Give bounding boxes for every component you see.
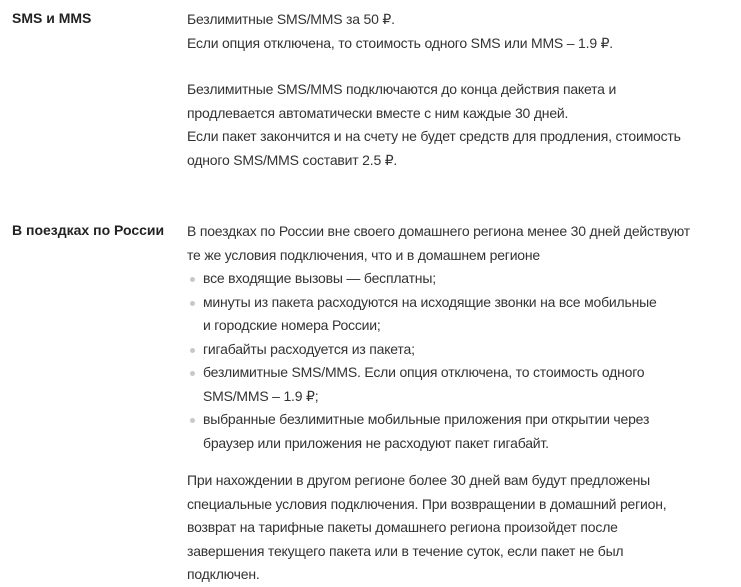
list-item: безлимитные SMS/MMS. Если опция отключена, то стоимость одного <box>187 361 741 385</box>
section-title-sms: SMS и MMS <box>12 10 92 26</box>
text-line: возврат на тарифные пакеты домашнего региона произойдет после <box>187 519 618 535</box>
text-line: При нахождении в другом регионе более 30 дней вам будут предложены <box>187 472 651 488</box>
text-line: специальные условия подключения. При возвращении в домашний регион, <box>187 495 667 512</box>
list-item: гигабайты расходуется из пакета; <box>187 338 741 362</box>
text-line: Если пакет закончится и на счету не будет средств для продления, стоимость <box>187 128 681 144</box>
text-line: продлевается автоматически вместе с ним каждые 30 дней. <box>187 104 569 121</box>
text-line: те же условия подключения, что и в домашнем регионе <box>187 246 541 263</box>
section-content-sms <box>187 8 741 172</box>
text-line: В поездках по России вне своего домашнего региона менее 30 дней действуют <box>187 223 690 239</box>
list-item-continuation: и городские номера России; <box>203 317 381 333</box>
text-line: завершения текущего пакета или в течение суток, если пакет не был <box>187 542 624 559</box>
text-line: Если опция отключена, то стоимость одного SMS или MMS – 1.9 ₽. <box>187 34 613 51</box>
text-line: Безлимитные SMS/MMS за 50 ₽. <box>187 11 395 27</box>
list-item: выбранные безлимитные мобильные приложения при открытии через <box>187 408 741 432</box>
list-item: все входящие вызовы — бесплатны; <box>187 267 741 291</box>
list-item: минуты из пакета расходуются на исходящие звонки на все мобильные <box>187 291 741 315</box>
text-line: Безлимитные SMS/MMS подключаются до конца действия пакета и <box>187 81 617 97</box>
text-line: одного SMS/MMS составит 2.5 ₽. <box>187 151 398 168</box>
section-title-russia-travel: В поездках по России <box>12 222 165 238</box>
list-item-continuation: SMS/MMS – 1.9 ₽; <box>203 387 319 404</box>
text-line: подключен. <box>187 566 260 582</box>
list-item-continuation: браузер или приложения не расходуют пакет гигабайт. <box>203 434 549 451</box>
section-content-russia-travel <box>187 220 741 587</box>
